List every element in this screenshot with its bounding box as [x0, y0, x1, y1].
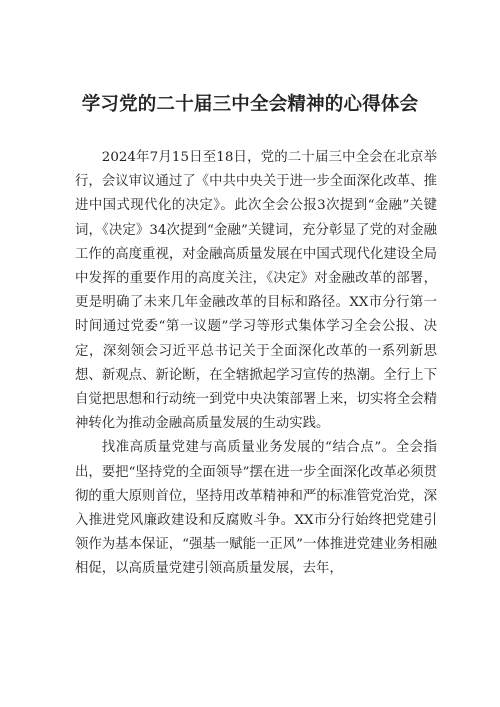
body-paragraph: 2024年7月15日至18日，党的二十届三中全会在北京举行，会议审议通过了《中共中央关于进一步全面深化改革、推进中国式现代化的决定》。此次全会公报3次提到“金融”关键词，《决定》34次提到“金融”关键词，充分彰显了党的对金融工作的高度重视，对金融高质量发展在中国式现代化建设全局中发挥的重要作用的高度关注，《决定》对金融改革的部署，更是明确了未来几年金融改革的目标和路径。XX市分行第一时间通过党委“第一议题”学习等形式集体学习全会公报、决定，深刻领会习近平总书记关于全面深化改革的一系列新思想、新观点、新论断，在全辖掀起学习宣传的热潮。全行上下自觉把思想和行动统一到党中央决策部署上来，切实将全会精神转化为推动金融高质量发展的生动实践。 — [75, 150, 437, 432]
body-paragraph: 找准高质量党建与高质量业务发展的“结合点”。全会指出，要把“坚持党的全面领导”摆在进一步全面深化改革必须贯彻的重大原则首位，坚持用改革精神和严的标准管党治党，深入推进党风廉政建设和反腐败斗争。XX市分行始终把党建引领作为基本保证，“强基一赋能一正风”一体推进党建业务相融相促，以高质量党建引领高质量发展，去年， — [75, 440, 437, 577]
document-body — [75, 146, 437, 582]
document-title: 学习党的二十届三中全会精神的心得体会 — [81, 94, 419, 115]
